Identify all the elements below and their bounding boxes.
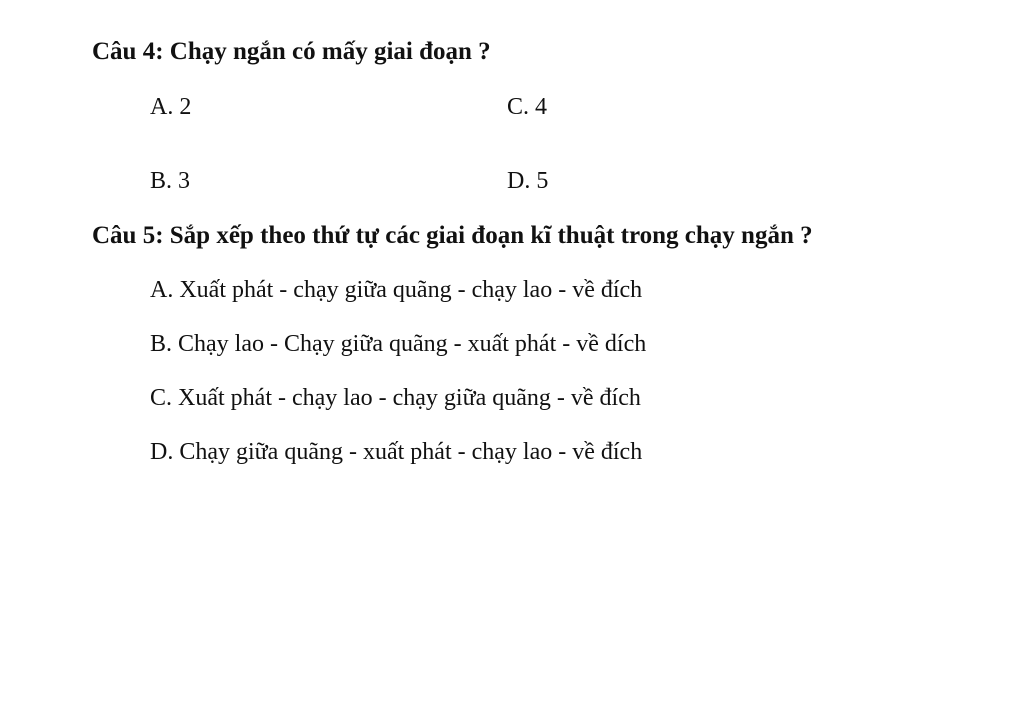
question-4-title: Câu 4: Chạy ngắn có mấy giai đoạn ? [92, 38, 491, 65]
question-4-option-b: B. 3 [150, 168, 191, 194]
question-4-option-d: D. 5 [507, 168, 549, 194]
question-4-option-c: C. 4 [507, 94, 548, 120]
question-5-option-d: D. Chạy giữa quãng - xuất phát - chạy lao - về đích [150, 439, 643, 465]
question-5-title: Câu 5: Sắp xếp theo thứ tự các giai đoạn kĩ thuật trong chạy ngắn ? [92, 222, 813, 249]
question-5-option-a: A. Xuất phát - chạy giữa quãng - chạy lao - về đích [150, 277, 643, 303]
question-5-option-b: B. Chạy lao - Chạy giữa quãng - xuất phát - về dích [150, 331, 647, 357]
question-4-option-a: A. 2 [150, 94, 192, 120]
question-5-option-c: C. Xuất phát - chạy lao - chạy giữa quãng - về đích [150, 385, 641, 411]
